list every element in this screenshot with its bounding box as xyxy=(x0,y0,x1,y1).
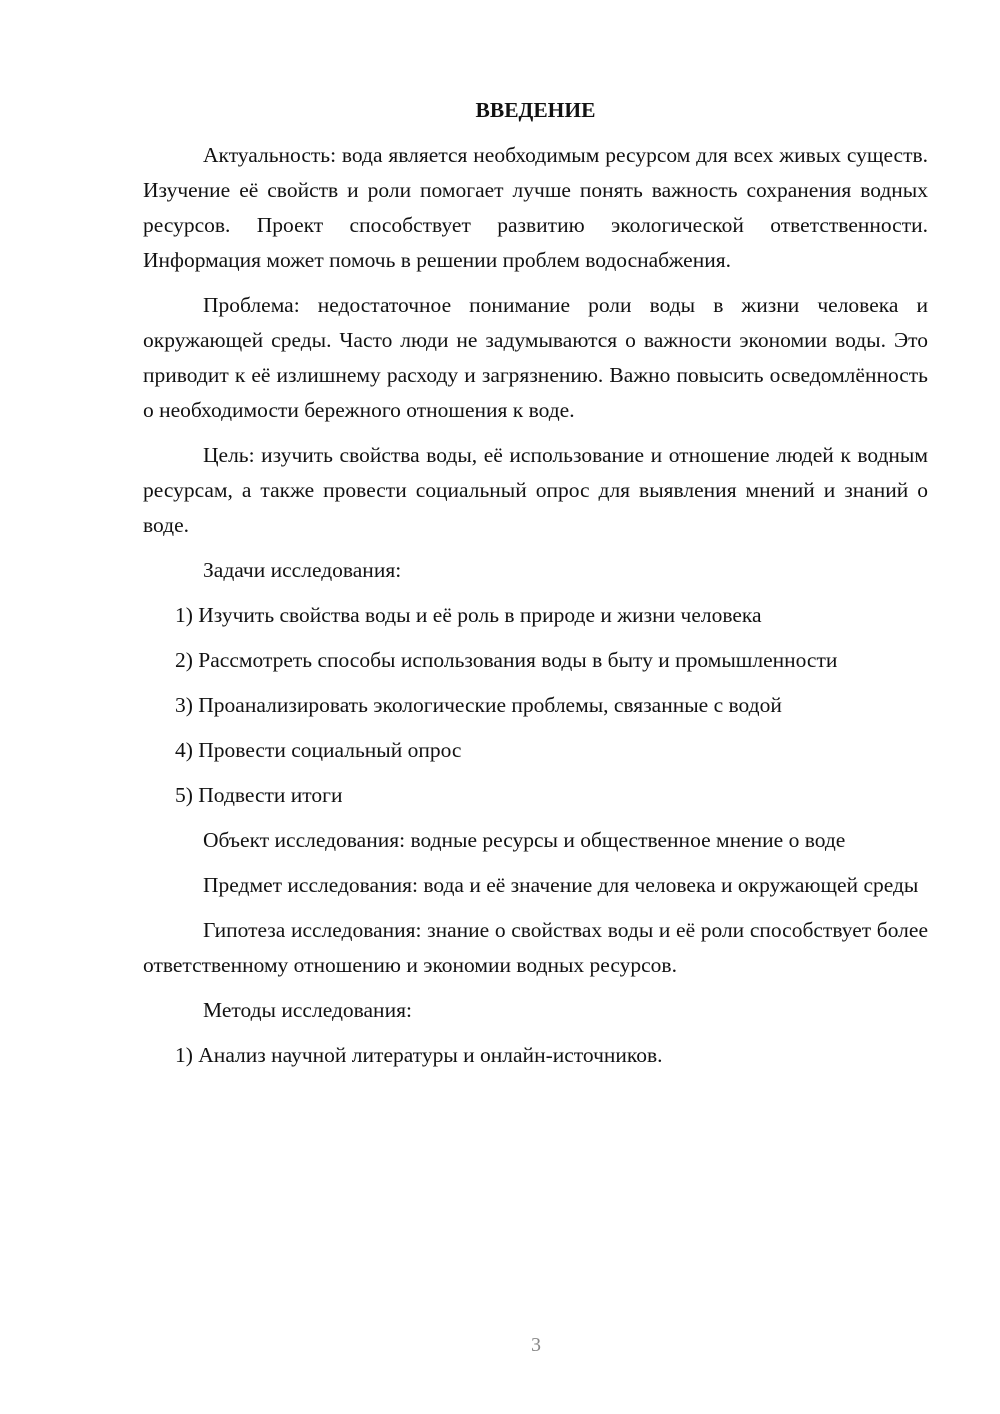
task-item-1: 1) Изучить свойства воды и её роль в природе и жизни человека xyxy=(175,603,762,627)
page-content xyxy=(143,93,928,1083)
task-item-4: 4) Провести социальный опрос xyxy=(175,738,462,762)
page-number: 3 xyxy=(531,1334,541,1356)
methods-heading: Методы исследования: xyxy=(203,998,412,1022)
method-item-1: 1) Анализ научной литературы и онлайн-источников. xyxy=(175,1043,663,1067)
tasks-heading: Задачи исследования: xyxy=(203,558,402,582)
relevance-paragraph: Актуальность: вода является необходимым ресурсом для всех живых существ. Изучение её свойств и роли помогает лучше понять важность сохранения водных ресурсов. Проект способствует развитию экологической ответственности. Информация может помочь в решении проблем водоснабжения. xyxy=(143,143,928,272)
hypothesis-paragraph: Гипотеза исследования: знание о свойствах воды и её роли способствует более ответственному отношению и экономии водных ресурсов. xyxy=(143,918,928,977)
object-paragraph: Объект исследования: водные ресурсы и общественное мнение о воде xyxy=(203,828,846,852)
task-item-2: 2) Рассмотреть способы использования воды в быту и промышленности xyxy=(175,648,838,672)
subject-paragraph: Предмет исследования: вода и её значение для человека и окружающей среды xyxy=(203,873,919,897)
task-item-3: 3) Проанализировать экологические проблемы, связанные с водой xyxy=(175,693,782,717)
goal-paragraph: Цель: изучить свойства воды, её использование и отношение людей к водным ресурсам, а также провести социальный опрос для выявления мнений и знаний о воде. xyxy=(143,443,928,537)
problem-paragraph: Проблема: недостаточное понимание роли воды в жизни человека и окружающей среды. Часто люди не задумываются о важности экономии воды. Это приводит к её излишнему расходу и загрязнению. Важно повысить осведомлённость о необходимости бережного отношения к воде. xyxy=(143,293,928,422)
section-title: ВВЕДЕНИЕ xyxy=(475,98,596,122)
task-item-5: 5) Подвести итоги xyxy=(175,783,343,807)
